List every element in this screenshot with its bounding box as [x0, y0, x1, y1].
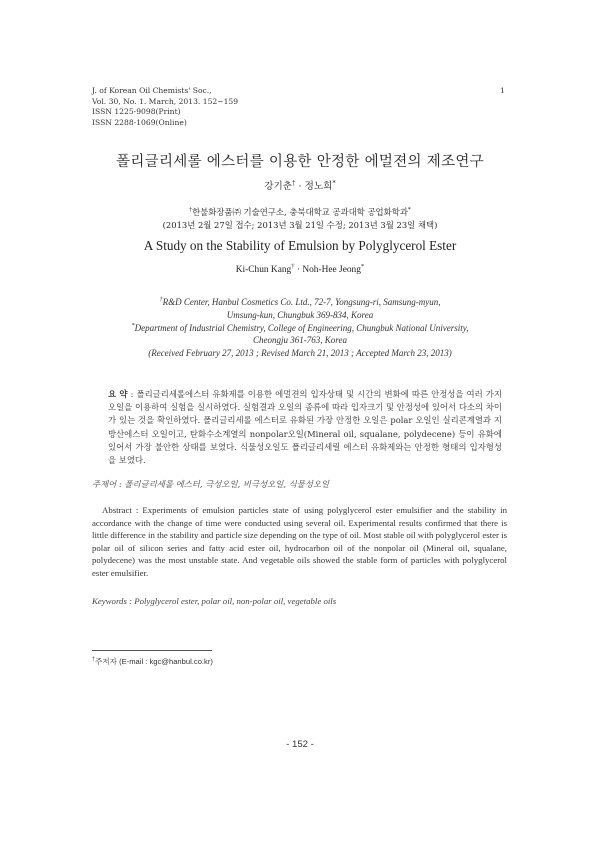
- journal-info: [92, 86, 238, 128]
- author-2-mark: *: [332, 178, 336, 187]
- journal-name: J. of Korean Oil Chemists' Soc.,: [92, 86, 212, 95]
- author-2-mark-en: *: [360, 262, 365, 270]
- author-1-mark-en: †: [291, 262, 295, 270]
- affiliation-english-line-3: *Department of Industrial Chemistry, College of Engineering, Chungbuk National University,: [131, 321, 469, 333]
- affiliation-english-line-4: Cheongju 361-763, Korea: [253, 335, 347, 346]
- journal-volume: Vol. 30, No. 1. March, 2013. 152~159: [92, 96, 239, 106]
- abstract-english: [92, 504, 507, 580]
- keywords-english: [92, 596, 336, 606]
- title-korean: 폴리글리세롤 에스터를 이용한 안정한 에멀젼의 제조연구: [116, 154, 484, 170]
- abstract-english-text: : Experiments of emulsion particles state of using polyglycerol ester emulsifier and the stability in accordance with the change of time were conducted using several oil. Experimental results confirmed that there is little difference in the stability and particle size depending on the type of oil. Most stable oil with polyglycerol ester is polar oil of silicon series and fatty acid ester oil, hydrocarbon oil of the nonpolar oil (Mineral oil, squalane, polydecene) was the most unstable state. And vegetable oils showed the stable form of particles with polyglycerol ester emulsifier.: [92, 505, 507, 578]
- page-number-bottom: - 152 -: [286, 739, 314, 750]
- abstract-korean-text: : 폴리글리세롤에스터 유화제를 이용한 에멀젼의 입자상태 및 시간의 변화에 따른 안정성을 여러 가지 오일을 이용하여 실험을 실시하였다. 실험결과 오일의 종류에 따라 입자크기 및 안정성에 있어서 다소의 차이가 있는 것을 확인하였다. 폴리글리세롤 에스터로 유화된 가장 안정한 오일은 polar 오일인 실리콘계열과 지방산에스터 오일이고, 탄화수소계열의 nonpolar오일(Mineral oil, squalane, polydecene) 등이 유화에 있어서 가장 불안한 상태를 보였다. 식물성오일도 폴리글리세릴 에스터 유화제와는 안정한 형태의 입자형성을 보였다.: [108, 389, 502, 466]
- title-english: A Study on the Stability of Emulsion by Polyglycerol Ester: [143, 238, 457, 253]
- footnote-divider: [92, 650, 212, 651]
- affil-mark-1: †: [189, 207, 193, 214]
- affiliation-english-line-2: Umsung-kun, Chungbuk 369-834, Korea: [226, 309, 374, 320]
- author-separator-en: ·: [294, 265, 303, 275]
- footnote-text: 주저자 (E-mail : kgc@hanbul.co.kr): [94, 657, 213, 666]
- authors-korean: [60, 178, 540, 192]
- author-2-name: 정노희: [304, 181, 333, 192]
- keywords-english-text: : Polyglycerol ester, polar oil, non-polar oil, vegetable oils: [126, 596, 337, 606]
- issn-online: ISSN 2288-1069(Online): [92, 117, 187, 127]
- keywords-english-label: Keywords: [92, 596, 127, 606]
- author-2-name-en: Noh-Hee Jeong: [302, 265, 361, 275]
- keywords-korean-text: : 폴리글리세롤 에스터, 극성오일, 비극성오일, 식물성오일: [116, 479, 330, 489]
- author-1-mark: †: [292, 178, 296, 187]
- keywords-korean-label: 주제어: [92, 479, 117, 489]
- footnote: [92, 656, 213, 667]
- footnote-mark: †: [92, 656, 95, 663]
- issn-print: ISSN 1225-9098(Print): [92, 107, 181, 117]
- affiliation-english-line-1: †R&D Center, Hanbul Cosmetics Co. Ltd., 72-7, Yongsung-ri, Samsung-myun,: [159, 296, 441, 307]
- keywords-korean: [92, 478, 329, 490]
- authors-english: [60, 262, 540, 275]
- affiliation-korean-line: †한불화장품㈜ 기술연구소, 충북대학교 공과대학 공업화학과*: [189, 207, 411, 217]
- affiliation-english: [60, 296, 540, 360]
- page-number-top: 1: [500, 86, 505, 95]
- abstract-korean: [108, 388, 502, 467]
- affil-mark-2: *: [407, 207, 411, 214]
- affiliation-korean: [60, 206, 540, 232]
- abstract-english-label: Abstract: [102, 505, 132, 515]
- dates-korean: (2013년 2월 27일 접수; 2013년 3월 21일 수정; 2013년 3월 23일 채택): [162, 220, 438, 230]
- author-1-name: 강기춘: [264, 181, 293, 192]
- author-separator: ·: [295, 181, 305, 192]
- abstract-korean-label: 요 약: [108, 389, 128, 399]
- author-1-name-en: Ki-Chun Kang: [235, 265, 292, 275]
- received-dates-english: (Received February 27, 2013 ; Revised March 21, 2013 ; Accepted March 23, 2013): [148, 348, 452, 359]
